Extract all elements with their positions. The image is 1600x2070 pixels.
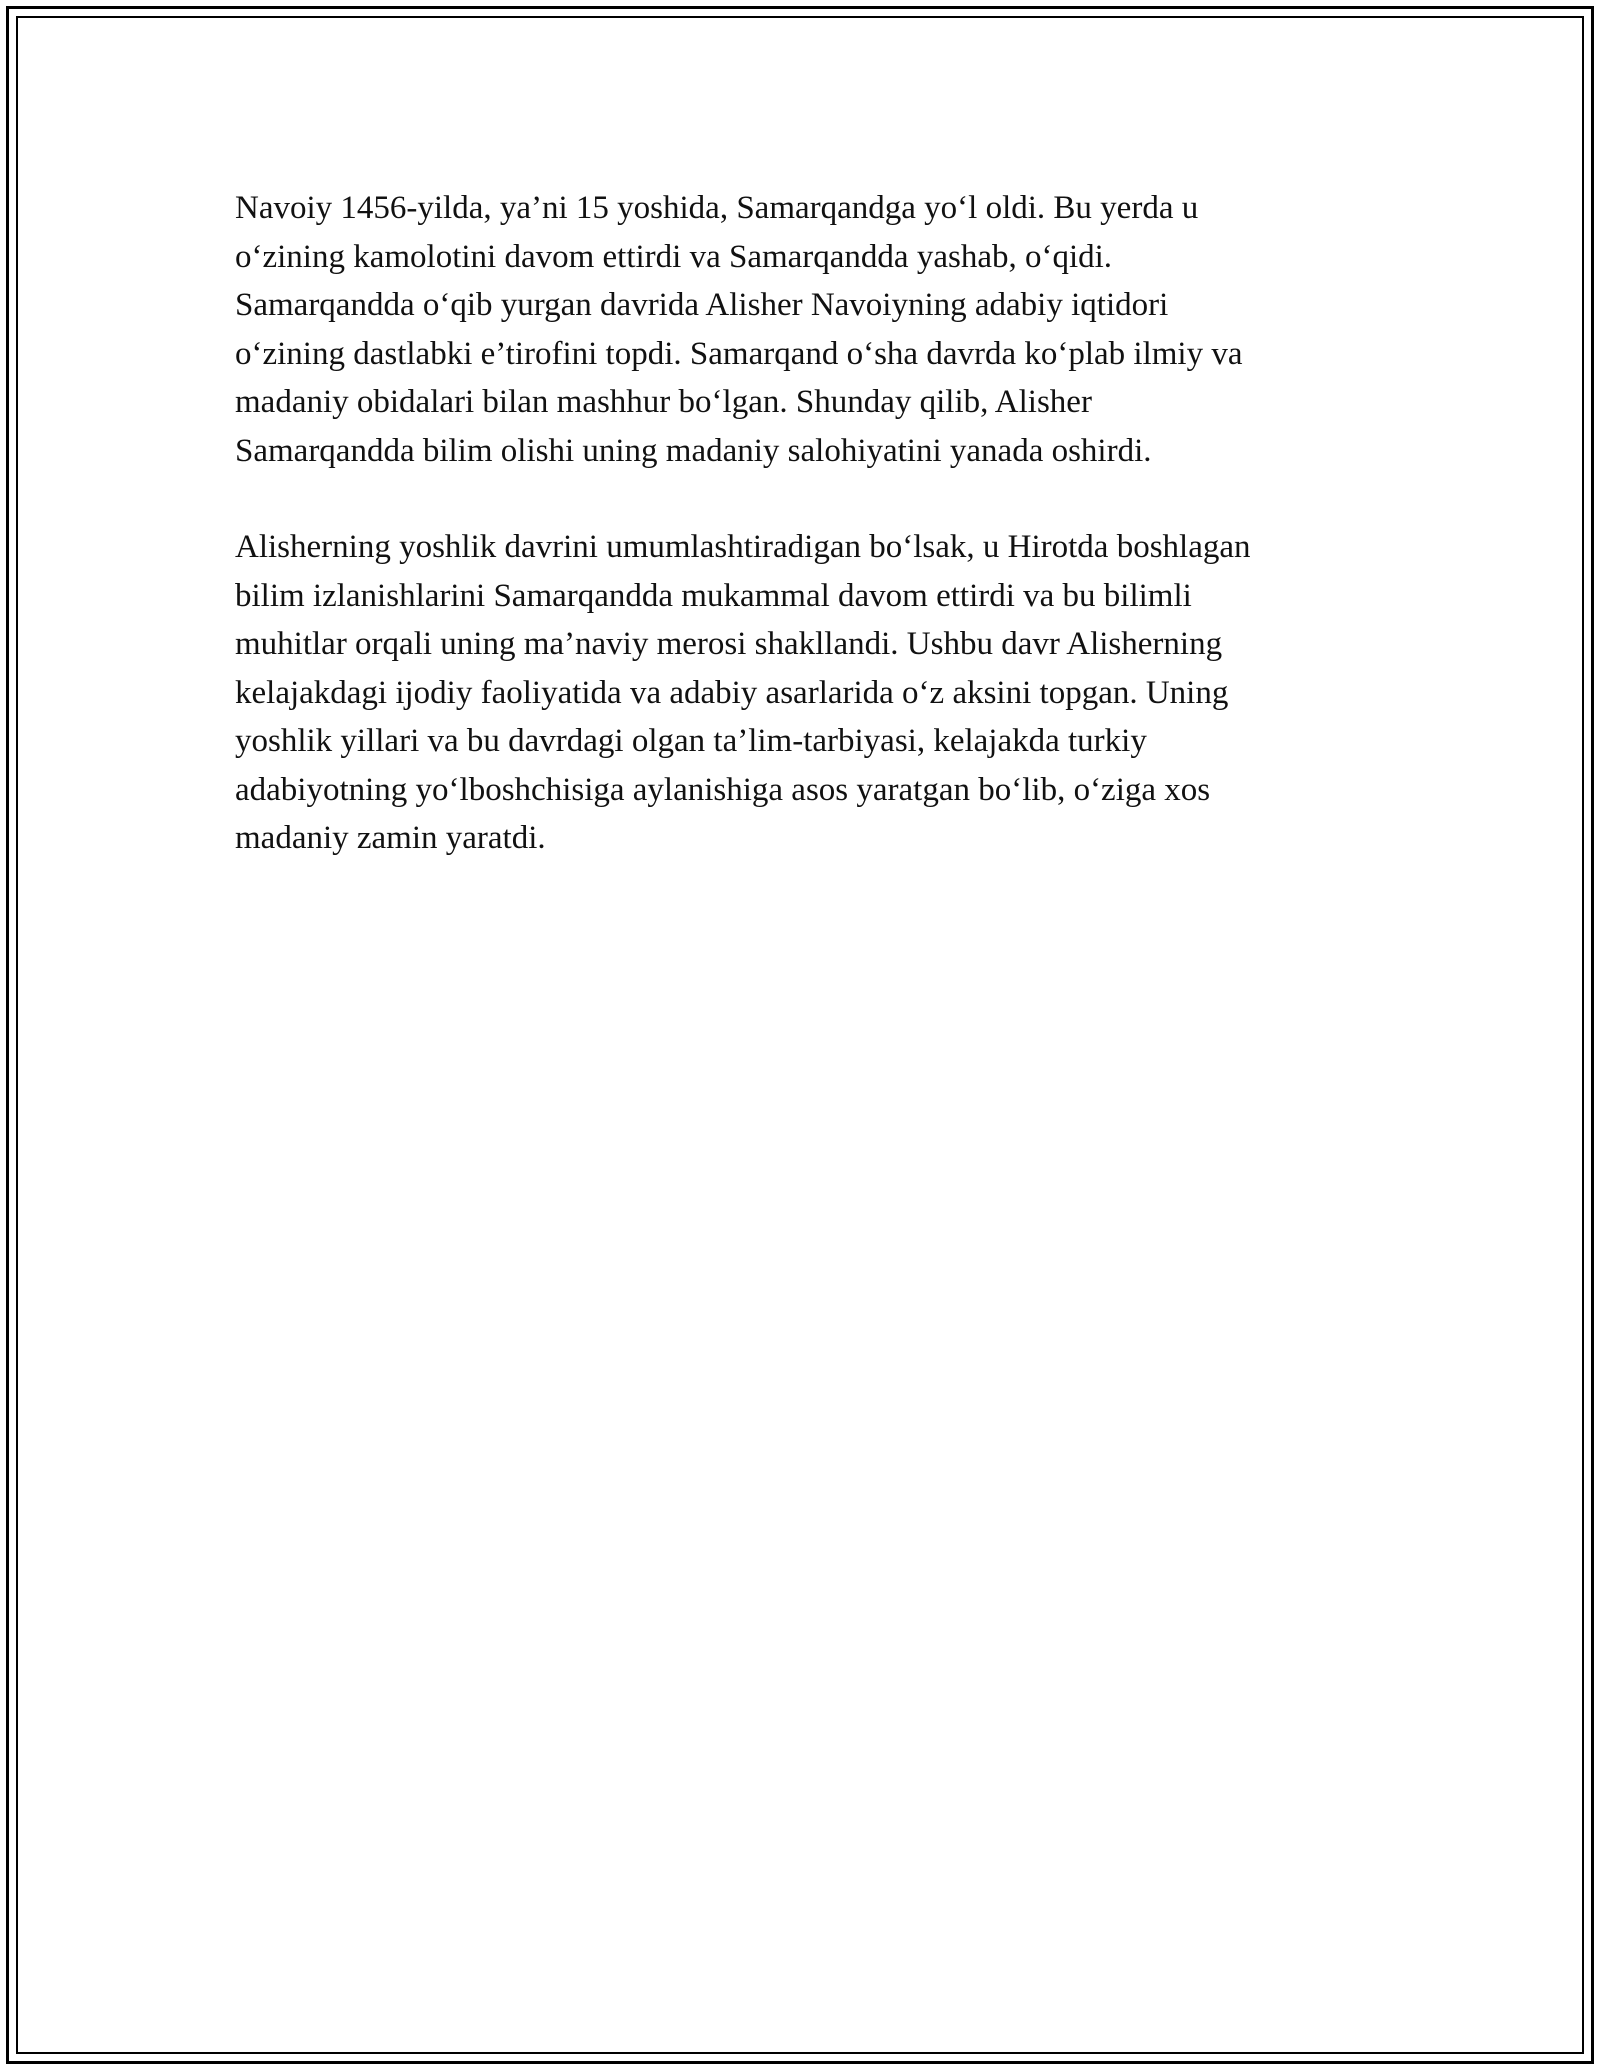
text-line: Alisherning yoshlik davrini umumlashtiradigan boʻlsak, u Hirotda boshlagan	[235, 529, 1251, 565]
document-body	[235, 184, 1370, 911]
paragraph-1	[235, 184, 1370, 475]
text-line: yoshlik yillari va bu davrdagi olgan ta’lim-tarbiyasi, kelajakda turkiy	[235, 723, 1147, 759]
text-line: Samarqandda oʻqib yurgan davrida Alisher Navoiyning adabiy iqtidori	[235, 287, 1169, 323]
paragraph-2	[235, 523, 1370, 863]
text-line: adabiyotning yoʻlboshchisiga aylanishiga asos yaratgan boʻlib, oʻziga xos	[235, 771, 1211, 808]
text-line: Navoiy 1456-yilda, ya’ni 15 yoshida, Samarqandga yoʻl oldi. Bu yerda u	[235, 190, 1199, 226]
text-line: kelajakdagi ijodiy faoliyatida va adabiy asarlarida oʻz aksini topgan. Uning	[235, 674, 1229, 711]
text-line: bilim izlanishlarini Samarqandda mukammal davom ettirdi va bu bilimli	[235, 577, 1192, 614]
text-line: madaniy zamin yaratdi.	[235, 820, 546, 856]
text-line: oʻzining kamolotini davom ettirdi va Samarqandda yashab, oʻqidi.	[235, 238, 1113, 275]
text-line: madaniy obidalari bilan mashhur boʻlgan. Shunday qilib, Alisher	[235, 384, 1092, 420]
text-line: Samarqandda bilim olishi uning madaniy salohiyatini yanada oshirdi.	[235, 432, 1152, 469]
text-line: muhitlar orqali uning ma’naviy merosi shakllandi. Ushbu davr Alisherning	[235, 626, 1223, 662]
text-line: oʻzining dastlabki e’tirofini topdi. Samarqand oʻsha davrda koʻplab ilmiy va	[235, 335, 1243, 372]
